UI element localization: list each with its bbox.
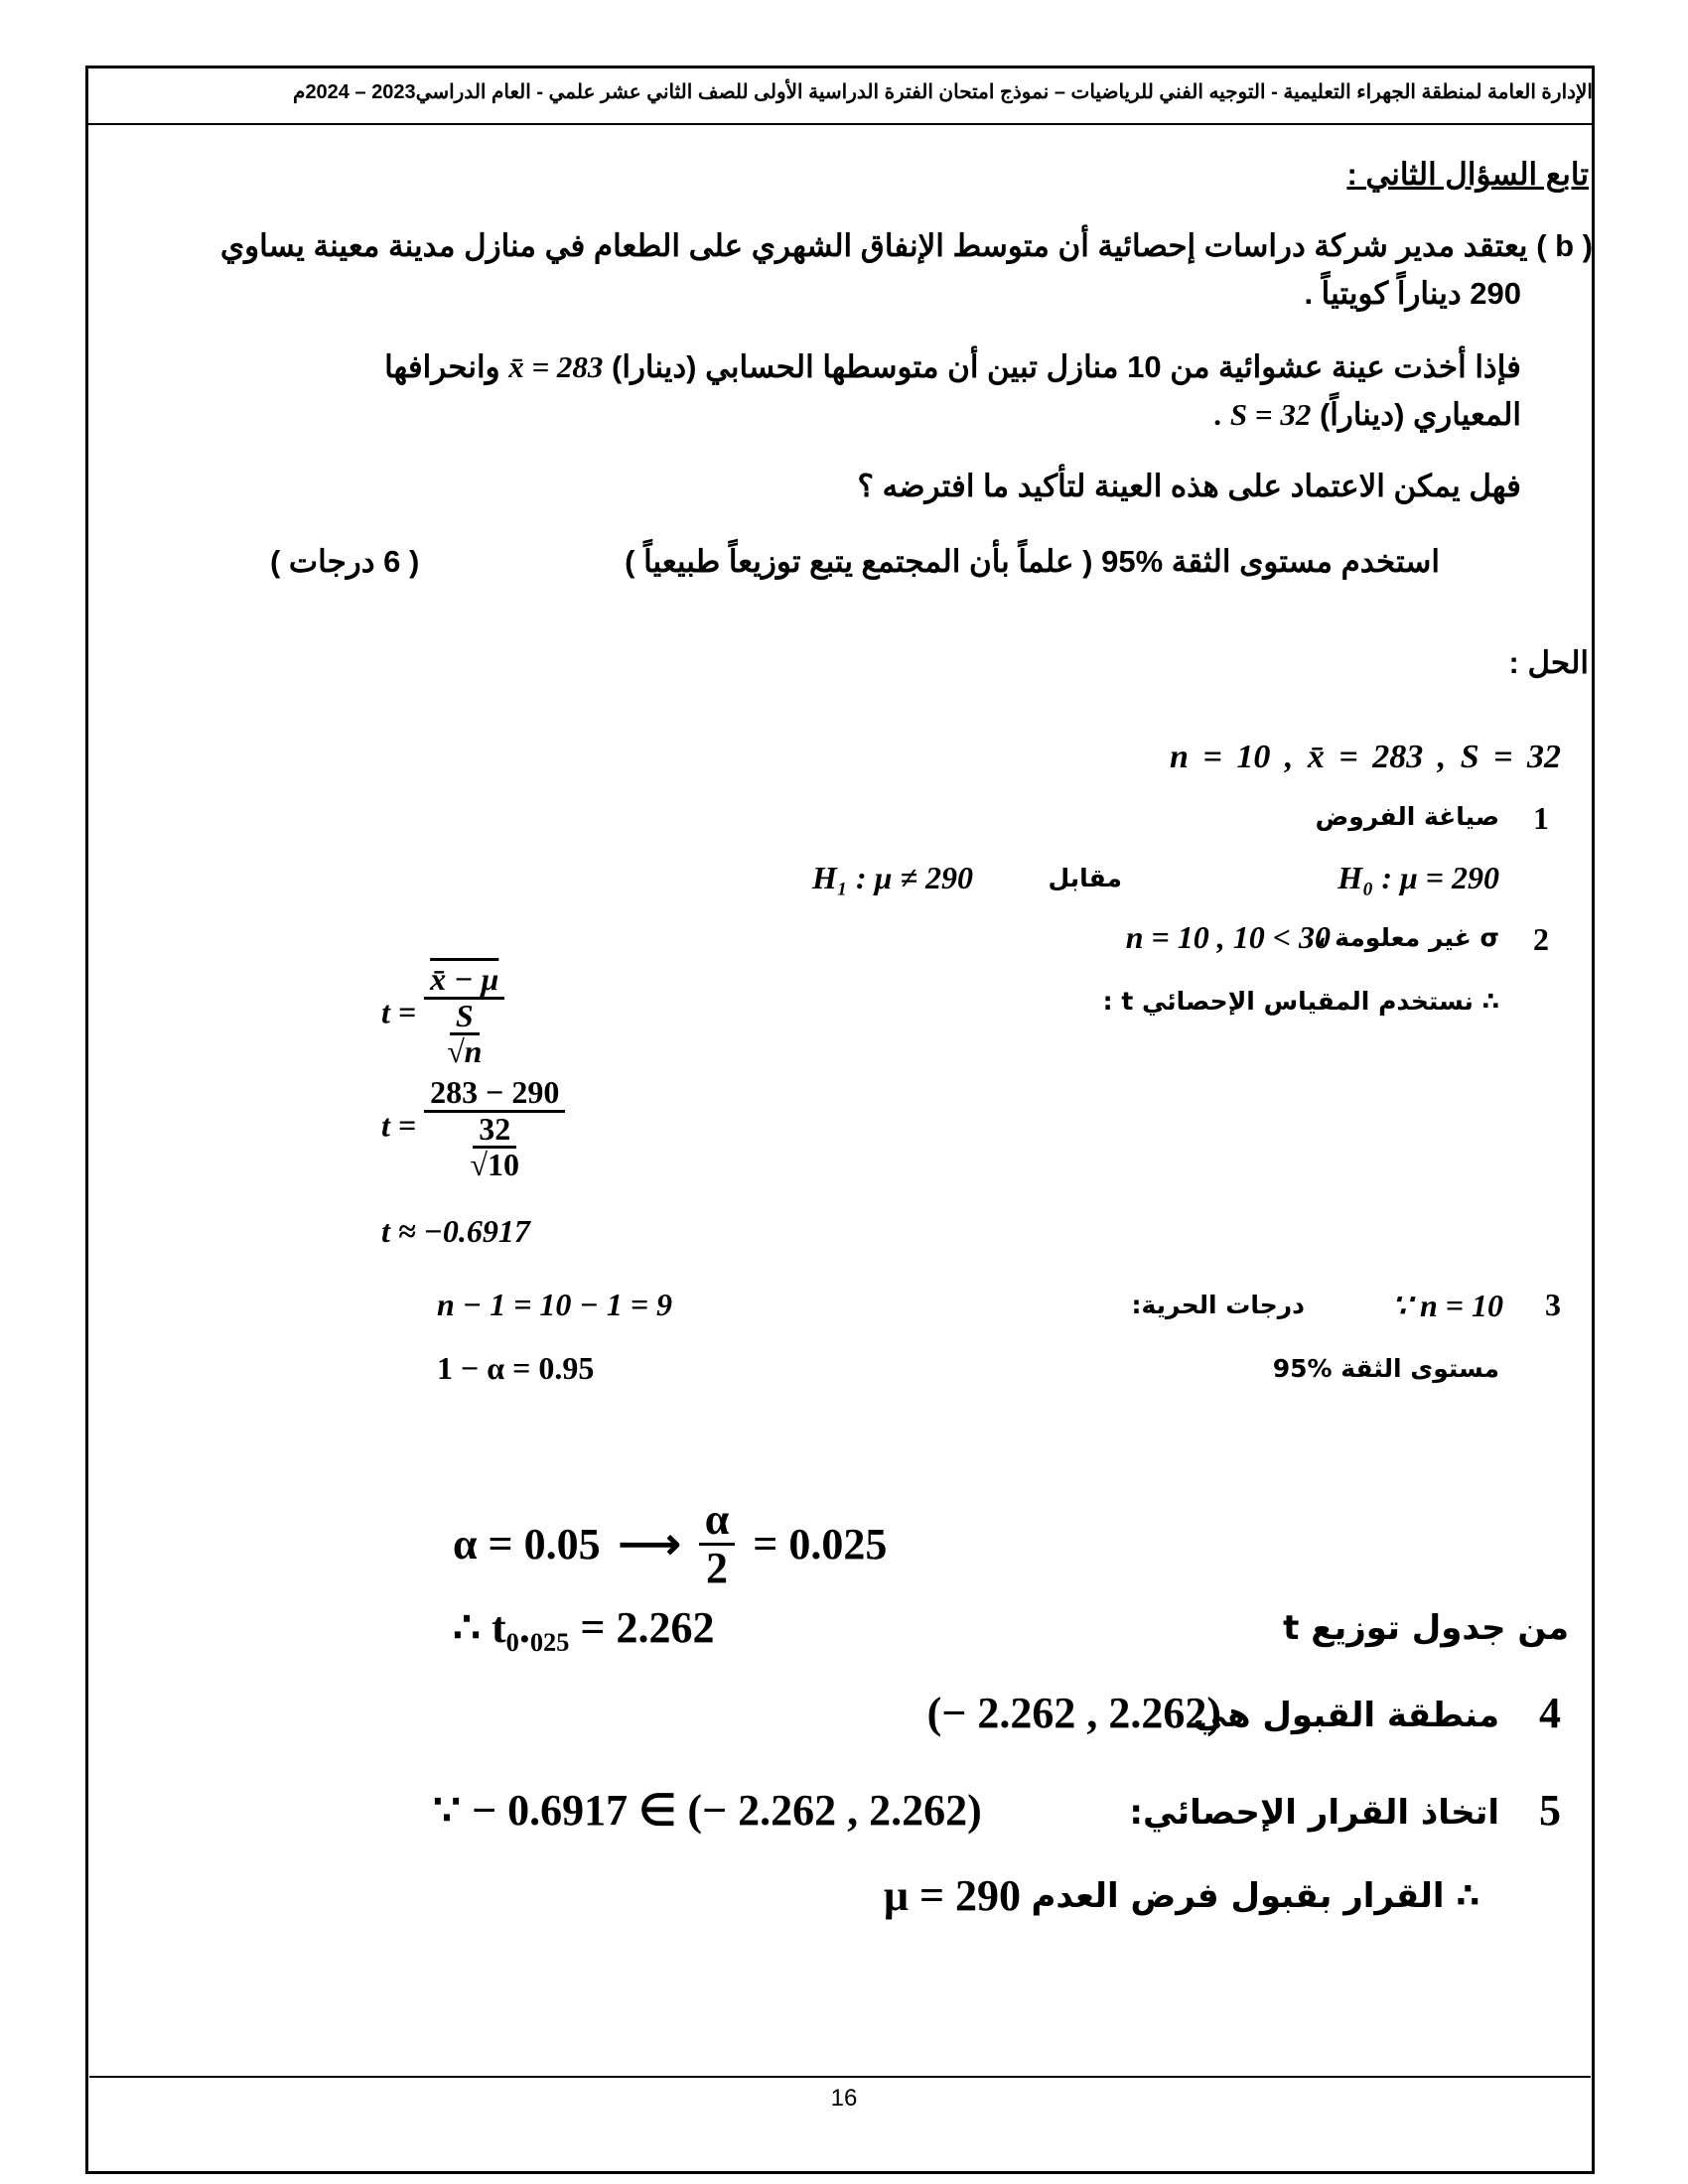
step-3-math: ∵ n = 10 [1391, 1288, 1503, 1323]
step-2-math: n = 10 , 10 < 30 [1125, 919, 1331, 955]
t-formula-den-num: S [450, 1000, 480, 1036]
step-2-text: σ غير معلومة ، [1316, 923, 1499, 952]
sample-mean: x̄ = 283 [508, 349, 604, 384]
t-substitution [381, 1076, 565, 1182]
question-line-6 [625, 544, 1440, 580]
marks: ( 6 درجات ) [270, 544, 420, 579]
t-value: t ≈ −0.6917 [381, 1213, 530, 1249]
t-critical: ∴ t₀.₀₂₅ = 2.262 [453, 1603, 715, 1652]
step-2-conclusion: ∴ نستخدم المقياس الإحصائي t : [1102, 987, 1499, 1016]
t-subst-den-num: 32 [473, 1113, 516, 1150]
question-title: تابع السؤال الثاني : [1346, 157, 1589, 192]
question-line-4 [1214, 397, 1521, 433]
question-text-3: فإذا أخذت عينة عشوائية من 10 منازل تبين أن متوسطها الحسابي (دينارا) [612, 349, 1521, 384]
t-subst-numerator: 283 − 290 [424, 1076, 565, 1113]
footer-divider [89, 2076, 1591, 2078]
solution-label: الحل : [1508, 645, 1589, 680]
confidence-label: مستوى الثقة %95 [1272, 1354, 1499, 1383]
alpha-half-value: = 0.025 [753, 1520, 888, 1570]
page-header: الإدارة العامة لمنطقة الجهراء التعليمية - التوجيه الفني للرياضيات – نموذج امتحان الفترة الدراسية الأولى للصف الثاني عشر علمي - العام الدراسي2023 – 2024م [293, 81, 1593, 103]
question-line-3 [384, 349, 1521, 385]
step-1-number: 1 [1533, 800, 1549, 836]
question-line-5: فهل يمكن الاعتماد على هذه العينة لتأكيد ما افترضه ؟ [857, 469, 1521, 503]
step-5-math: ∵ − 0.6917 ∈ (− 2.262 , 2.262) [433, 1786, 982, 1835]
t-subst-lhs: t = [381, 1107, 417, 1144]
arrow-icon: ⟶ [618, 1520, 681, 1570]
step-3-label: درجات الحرية: [1131, 1291, 1305, 1319]
alpha-line [453, 1497, 887, 1591]
versus-label: مقابل [1048, 864, 1122, 892]
alpha-value: α = 0.05 [453, 1520, 601, 1570]
given-values: n = 10 , x̄ = 283 , S = 32 [1170, 739, 1561, 775]
question-text-4: المعياري (ديناراً) [1319, 397, 1521, 432]
t-formula-den-den: √n [447, 1033, 483, 1070]
t-table-label: من جدول توزيع t [1283, 1608, 1569, 1648]
question-text-3-end: وانحرافها [384, 349, 500, 384]
sample-sd: S = 32 . [1214, 397, 1312, 432]
alpha-half-num: α [699, 1497, 736, 1546]
one-minus-alpha: 1 − α = 0.95 [437, 1350, 595, 1386]
t-formula-numerator: x̄ − μ [424, 963, 504, 1000]
step-4-label: منطقة القبول هي [1193, 1696, 1499, 1735]
part-label: ( b ) [1536, 228, 1593, 263]
t-formula-lhs: t = [381, 994, 417, 1030]
page-number: 16 [830, 2085, 858, 2112]
t-formula-denominator [447, 997, 483, 1070]
degrees-of-freedom: n − 1 = 10 − 1 = 9 [437, 1287, 673, 1322]
confidence-instruction: استخدم مستوى الثقة %95 ( علماً بأن المجتمع يتبع توزيعاً طبيعياً ) [625, 544, 1440, 579]
step-3-number: 3 [1545, 1287, 1561, 1322]
header-divider [85, 123, 1595, 125]
question-line-2: 290 ديناراً كويتياً . [1304, 276, 1521, 311]
decision-math: μ = 290 [884, 1871, 1022, 1920]
question-text-1: يعتقد مدير شركة دراسات إحصائية أن متوسط الإنفاق الشهري على الطعام في منازل مدينة معينة يساوي [219, 228, 1528, 263]
step-5-number: 5 [1539, 1786, 1561, 1835]
decision-text: ∴ القرار بقبول فرض العدم [1031, 1876, 1479, 1916]
t-subst-fraction [424, 1076, 565, 1182]
step-5-label: اتخاذ القرار الإحصائي: [1129, 1793, 1499, 1833]
alternative-hypothesis: H₁ : μ ≠ 290 [811, 860, 973, 895]
t-subst-den-den: √10 [470, 1147, 520, 1183]
question-line-1 [220, 228, 1593, 264]
alpha-half-fraction [699, 1497, 736, 1591]
step-4-number: 4 [1539, 1689, 1561, 1737]
acceptance-interval: (− 2.262 , 2.262) [926, 1689, 1221, 1737]
null-hypothesis: H₀ : μ = 290 [1337, 860, 1499, 895]
step-2-number: 2 [1533, 921, 1549, 957]
alpha-half-den: 2 [706, 1544, 728, 1593]
step-1-label: صياغة الفروض [1315, 802, 1499, 831]
t-formula [381, 963, 504, 1069]
t-formula-fraction [424, 963, 504, 1069]
